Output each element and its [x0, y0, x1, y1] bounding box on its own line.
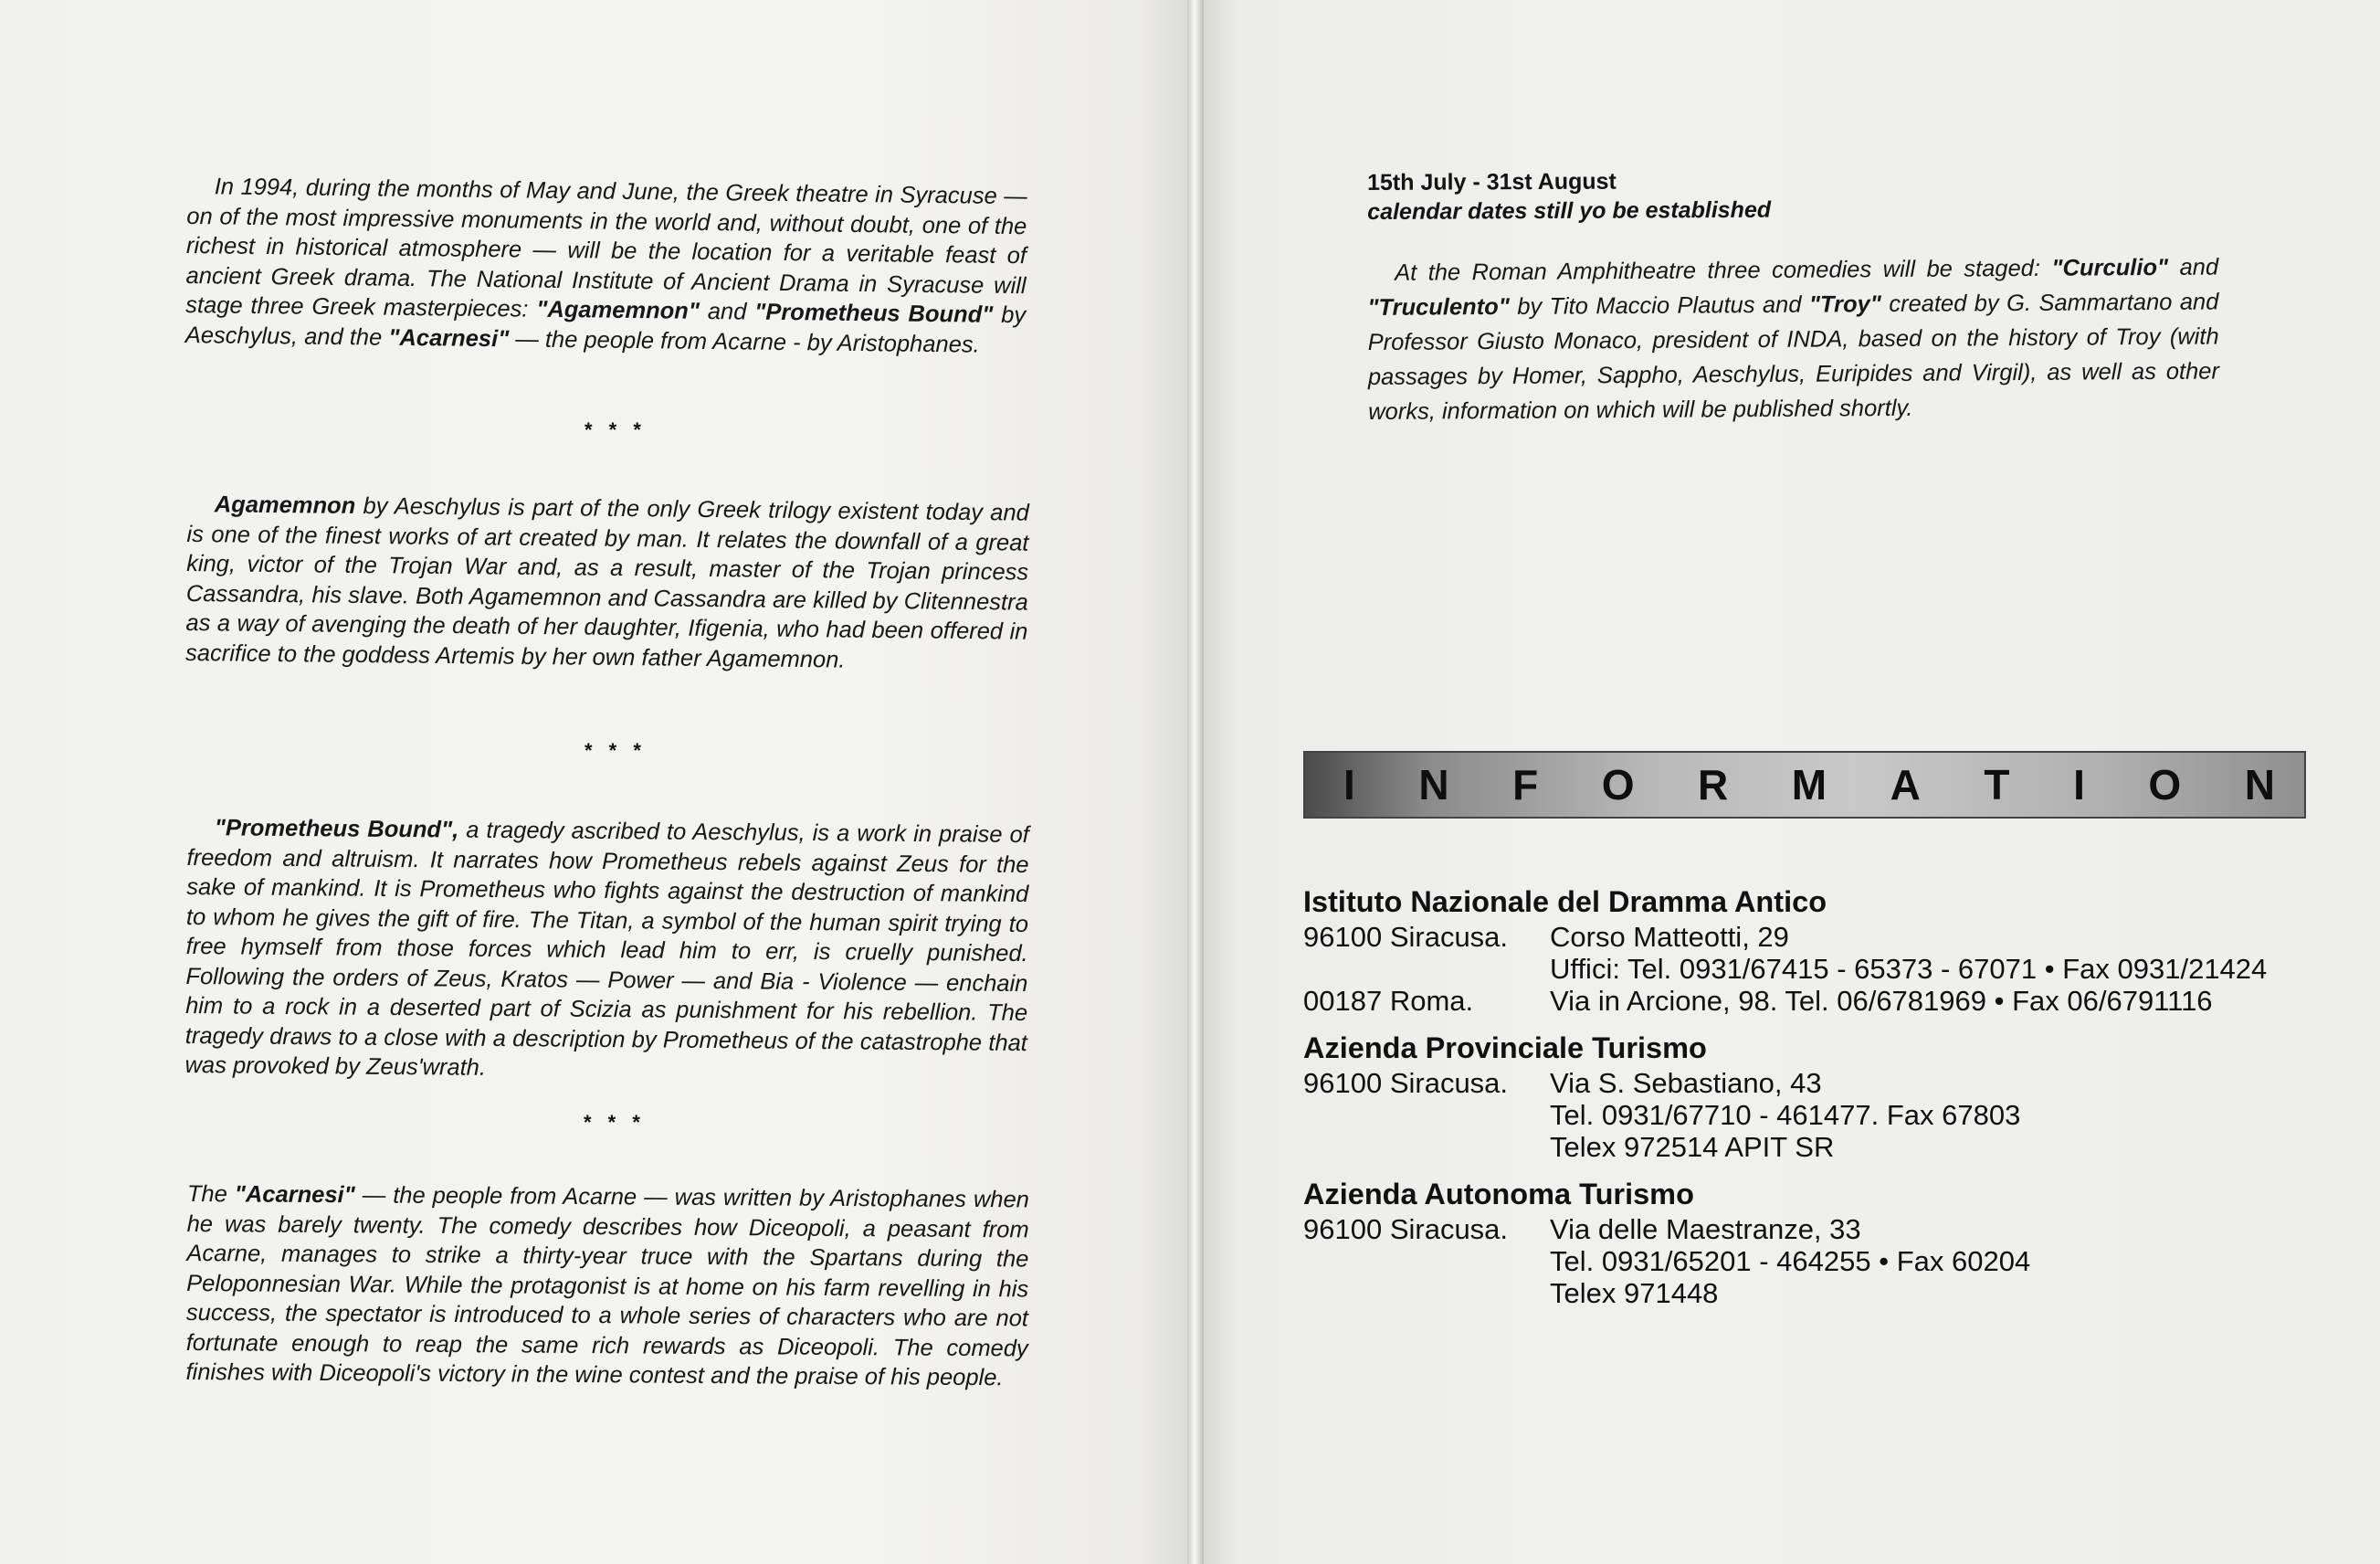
prometheus-heading: "Prometheus Bound",	[214, 815, 459, 843]
intro-and: and	[699, 298, 755, 325]
contact-city: 96100 Siracusa.	[1303, 921, 1509, 953]
contact-org: Azienda Autonoma Turismo	[1303, 1178, 1694, 1210]
contact-address: Corso Matteotti, 29	[1550, 921, 1789, 953]
comedies-and: and	[2167, 254, 2219, 280]
acarnesi-paragraph	[185, 1179, 1029, 1393]
agamemnon-text: by Aeschylus is part of the only Greek trilogy existent today and is one of the finest works of art created by man. It relates the downfall of a great king, victor of the Trojan War and, as a result, master of the Trojan princess Cassandra, his slave. Both Agamemnon and Cassandra are killed by Clitennestra as a way of avenging the death of her daughter, Ifigenia, who had been offered in sacrifice to the goddess Artemis by her own father Agamemnon.	[184, 492, 1029, 673]
banner-letter: N	[1418, 761, 1449, 808]
contact-row	[1303, 1067, 2326, 1099]
contact-city	[1303, 953, 1550, 985]
contact-address: Telex 971448	[1550, 1277, 1719, 1309]
contact-address: Tel. 0931/65201 - 464255 • Fax 60204	[1550, 1245, 2031, 1277]
contact-address: Tel. 0931/67710 - 461477. Fax 67803	[1550, 1099, 2021, 1131]
curculio-title: "Curculio"	[2051, 254, 2169, 281]
comedies-paragraph	[1367, 249, 2219, 429]
acarnesi-title: "Acarnesi"	[388, 324, 510, 352]
banner-letter: R	[1698, 761, 1729, 808]
acarnesi-heading: "Acarnesi"	[234, 1181, 355, 1209]
intro-tail: — the people from Acarne - by Aristophanes.	[509, 325, 980, 358]
contact-city: 96100 Siracusa.	[1303, 1067, 1509, 1099]
banner-letter: T	[1984, 761, 2010, 808]
contact-city	[1303, 1245, 1550, 1277]
contact-org: Istituto Nazionale del Dramma Antico	[1303, 885, 1827, 918]
contact-address: Via delle Maestranze, 33	[1550, 1213, 1861, 1245]
prometheus-paragraph	[184, 813, 1029, 1088]
contact-city: 96100 Siracusa.	[1303, 1213, 1509, 1245]
intro-text: In 1994, during the months of May and June, the Greek theatre in Syracuse — on of the most impressive monuments in the world and, without doubt, one of the richest in historical atmosphere — will be the location for a veritable feast of ancient Greek drama. The National Institute of Ancient Drama in Syracuse will stage three Greek masterpieces:	[185, 174, 1027, 322]
contact-city	[1303, 1099, 1550, 1131]
banner-letter: F	[1512, 761, 1539, 808]
contact-city	[1303, 1131, 1550, 1163]
banner-letter: O	[2148, 761, 2182, 808]
contact-row	[1303, 1277, 2326, 1309]
troy-title: "Troy"	[1808, 291, 1881, 318]
separator: * * *	[584, 418, 647, 441]
dates-note: calendar dates still yo be established	[1367, 196, 1772, 225]
prometheus-title: "Prometheus Bound"	[754, 299, 994, 328]
agamemnon-paragraph	[185, 490, 1029, 677]
banner-letter: O	[1601, 761, 1635, 808]
contact-row	[1303, 985, 2326, 1017]
contact-row	[1303, 1213, 2326, 1245]
banner-letter: A	[1890, 761, 1921, 808]
banner-letter: N	[2244, 761, 2275, 808]
contact-city	[1303, 1277, 1550, 1309]
prometheus-text: a tragedy ascribed to Aeschylus, is a work in praise of freedom and altruism. It narrates how Prometheus rebels against Zeus for the sake of mankind. It is Prometheus who fights against the destruction of mankind to whom he gives the gift of fire. The Titan, a symbol of the human spirit trying to free hymself from those forces which lead him to err, is cruelly punished. Following the orders of Zeus, Kratos — Power — and Bia - Violence — enchain him to a rock in a deserted part of Scizia as punishment for his rebellion. The tragedy draws to a close with a description by Prometheus of the catastrophe that was provoked by Zeus'wrath.	[184, 817, 1029, 1081]
contact-address: Telex 972514 APIT SR	[1550, 1131, 1835, 1163]
contact-address: Via in Arcione, 98. Tel. 06/6781969 • Fax 06/6791116	[1550, 985, 2213, 1017]
truculento-title: "Truculento"	[1367, 293, 1510, 321]
contact-address: Via S. Sebastiano, 43	[1550, 1067, 1822, 1099]
comedies-tail: created by G. Sammartano and Professor Giusto Monaco, president of INDA, based on the history of Troy (with passages by Homer, Sappho, Aeschylus, Euripides and Virgil), as well as other works, information on which will be published shortly.	[1367, 289, 2220, 425]
contact-row	[1303, 1131, 2326, 1163]
acarnesi-text: — the people from Acarne — was written by Aristophanes when he was barely twenty. The comedy describes how Diceopoli, a peasant from Acarne, manages to strike a thirty-year truce with the Spartans during the Peloponnesian War. While the protagonist is at home on his farm revelling in his success, the spectator is introduced to a whole series of characters who are not fortunate enough to reap the same rich rewards as Diceopoli. The comedy finishes with Diceopoli's victory in the wine contest and the praise of his people.	[185, 1182, 1029, 1391]
left-page	[0, 0, 1187, 1564]
contacts-section	[1303, 886, 2326, 1325]
acarnesi-pre: The	[186, 1181, 235, 1208]
information-banner	[1303, 751, 2306, 819]
dates-block	[1367, 166, 1771, 227]
separator: * * *	[584, 739, 647, 762]
intro-paragraph	[185, 172, 1027, 360]
information-heading	[1343, 760, 2275, 809]
contact-address: Uffici: Tel. 0931/67415 - 65373 - 67071 • Fax 0931/21424	[1550, 953, 2268, 985]
banner-letter: M	[1791, 761, 1827, 808]
agamemnon-title: "Agamemnon"	[536, 296, 700, 324]
contact-org: Azienda Provinciale Turismo	[1303, 1031, 1707, 1064]
contact-row	[1303, 1245, 2326, 1277]
contact-block	[1303, 1178, 2326, 1309]
comedies-pre: At the Roman Amphitheatre three comedies will be staged:	[1395, 255, 2052, 286]
contact-city: 00187 Roma.	[1303, 985, 1474, 1017]
intro-mid: by Aeschylus, and the	[184, 301, 1027, 351]
comedies-mid: by Tito Maccio Plautus and	[1509, 291, 1809, 320]
contact-row	[1303, 921, 2326, 953]
book-gutter	[1187, 0, 1204, 1564]
banner-letter: I	[2073, 761, 2085, 808]
contact-block	[1303, 886, 2326, 1017]
separator: * * *	[584, 1111, 646, 1134]
contact-block	[1303, 1032, 2326, 1163]
contact-row	[1303, 1099, 2326, 1131]
banner-letter: I	[1343, 761, 1355, 808]
contact-row	[1303, 953, 2326, 985]
dates-range: 15th July - 31st August	[1367, 168, 1617, 196]
agamemnon-heading: Agamemnon	[214, 491, 356, 519]
